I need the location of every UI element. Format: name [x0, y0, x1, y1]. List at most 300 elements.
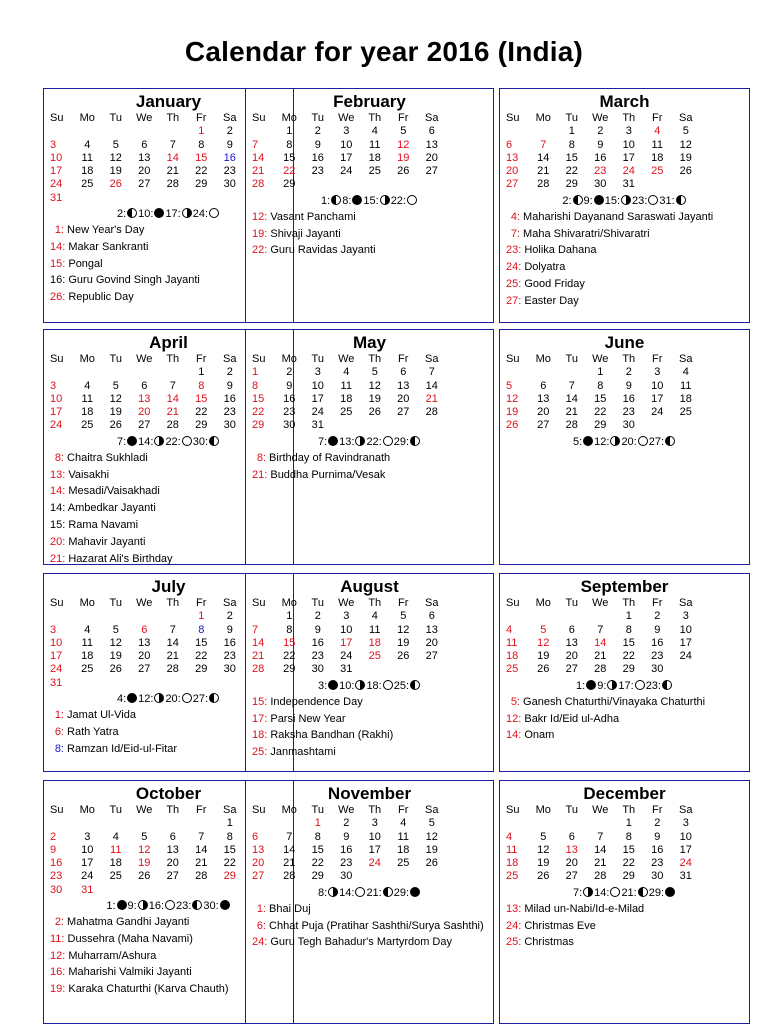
day-cell: 24 — [651, 406, 664, 419]
day-cell: 2 — [226, 125, 233, 138]
month-name: November — [327, 784, 412, 803]
weekday-label: Th — [622, 804, 636, 816]
weekday-label: We — [136, 804, 153, 816]
day-cell: 20 — [425, 151, 438, 164]
holiday-date: 25: — [506, 277, 522, 290]
weekday-label: Th — [622, 353, 636, 365]
moon-date: 14: — [138, 435, 154, 448]
day-cell: 31 — [50, 191, 63, 204]
day-cell: 30 — [283, 419, 296, 432]
day-cell: 30 — [223, 419, 236, 432]
day-cell: 22 — [283, 650, 296, 663]
day-cell: 26 — [397, 165, 410, 178]
day-cell: 2 — [314, 125, 321, 138]
moon-date: 1: — [321, 194, 331, 207]
day-cell: 3 — [682, 817, 689, 830]
weekday-label: Th — [166, 804, 180, 816]
new-moon-icon — [594, 195, 604, 205]
day-cell: 19 — [138, 857, 151, 870]
day-cell: 15 — [622, 843, 635, 856]
day-cell: 10 — [340, 138, 353, 151]
day-cell: 25 — [109, 870, 122, 883]
weekday-label: Tu — [109, 804, 122, 816]
day-cell: 30 — [622, 419, 635, 432]
moon-phases — [246, 435, 493, 450]
day-cell: 12 — [425, 830, 438, 843]
moon-date: 9: — [127, 900, 137, 913]
holiday-date: 16: — [50, 274, 66, 287]
holiday-date: 14: — [506, 729, 522, 742]
day-grid — [506, 112, 742, 192]
month-name: July — [151, 577, 186, 596]
weekday-label: Mo — [281, 804, 297, 816]
day-cell: 17 — [50, 406, 63, 419]
moon-date: 10: — [138, 208, 154, 221]
full-moon-icon — [610, 887, 620, 897]
day-cell: 9 — [50, 843, 57, 856]
day-cell: 24 — [81, 870, 94, 883]
moon-date: 14: — [594, 886, 610, 899]
holiday-item — [246, 209, 493, 226]
day-cell: 9 — [286, 379, 293, 392]
holiday-name: Hazarat Ali's Birthday — [65, 552, 173, 565]
day-cell: 5 — [428, 817, 435, 830]
holiday-date: 15: — [50, 518, 66, 531]
day-cell: 18 — [81, 406, 94, 419]
holiday-date: 20: — [50, 535, 66, 548]
first-quarter-moon-icon — [355, 680, 365, 690]
day-cell: 11 — [340, 379, 352, 392]
holiday-date: 24: — [252, 936, 268, 949]
day-cell: 3 — [654, 366, 661, 379]
day-cell: 20 — [397, 392, 410, 405]
holiday-date: 15: — [252, 695, 268, 708]
day-cell: 21 — [166, 406, 179, 419]
day-cell: 4 — [682, 366, 689, 379]
holiday-item — [500, 242, 749, 259]
day-cell: 28 — [425, 406, 438, 419]
holiday-name: Muharram/Ashura — [65, 949, 157, 962]
day-cell: 13 — [425, 138, 438, 151]
month-name: May — [352, 333, 387, 352]
month-december — [499, 780, 750, 1024]
holiday-date: 16: — [50, 966, 66, 979]
holiday-name: Mahavir Jayanti — [65, 535, 146, 548]
day-cell: 12 — [109, 636, 122, 649]
weekday-label: Tu — [311, 112, 324, 124]
day-cell: 16 — [311, 151, 324, 164]
day-cell: 24 — [340, 165, 353, 178]
day-cell: 9 — [226, 379, 233, 392]
moon-date: 9: — [583, 194, 593, 207]
day-cell: 10 — [368, 830, 381, 843]
holiday-name: Shivaji Jayanti — [267, 227, 341, 240]
new-moon-icon — [586, 680, 596, 690]
day-cell: 31 — [340, 663, 353, 676]
day-cell: 3 — [314, 366, 321, 379]
weekday-label: Mo — [535, 112, 551, 124]
holiday-date: 12: — [50, 949, 66, 962]
day-cell: 24 — [622, 165, 635, 178]
day-cell: 25 — [397, 857, 410, 870]
weekday-label: Sa — [425, 597, 439, 609]
day-cell: 31 — [622, 178, 635, 191]
day-cell: 29 — [283, 178, 296, 191]
holiday-name: Easter Day — [521, 294, 579, 307]
day-cell: 18 — [506, 650, 519, 663]
day-cell: 1 — [286, 610, 293, 623]
holiday-item — [246, 727, 493, 744]
day-cell: 18 — [81, 650, 94, 663]
month-name: October — [135, 784, 202, 803]
moon-date: 1: — [576, 679, 586, 692]
day-cell: 29 — [311, 870, 324, 883]
holiday-name: Vasant Panchami — [267, 210, 356, 223]
day-cell: 23 — [311, 650, 324, 663]
day-cell: 21 — [594, 650, 607, 663]
full-moon-icon — [182, 436, 192, 446]
holiday-date: 7: — [510, 227, 520, 240]
weekday-label: Fr — [652, 597, 663, 609]
weekday-label: Tu — [565, 112, 578, 124]
holiday-date: 23: — [506, 244, 522, 257]
weekday-label: Th — [622, 112, 636, 124]
weekday-label: We — [592, 353, 609, 365]
day-cell: 25 — [81, 178, 94, 191]
day-cell: 30 — [311, 663, 324, 676]
day-cell: 26 — [368, 406, 381, 419]
full-moon-icon — [165, 900, 175, 910]
day-cell: 16 — [651, 636, 664, 649]
full-moon-icon — [638, 436, 648, 446]
holiday-name: Birthday of Ravindranath — [266, 451, 391, 464]
day-cell: 30 — [50, 883, 63, 896]
day-cell: 22 — [311, 857, 324, 870]
moon-date: 18: — [366, 679, 382, 692]
day-grid — [506, 804, 742, 884]
weekday-label: Tu — [565, 804, 578, 816]
first-quarter-moon-icon — [138, 900, 148, 910]
day-cell: 9 — [226, 138, 233, 151]
day-cell: 9 — [314, 138, 321, 151]
day-cell: 19 — [506, 406, 519, 419]
day-cell: 5 — [371, 366, 378, 379]
last-quarter-moon-icon — [331, 195, 341, 205]
moon-date: 16: — [148, 900, 165, 913]
day-cell: 17 — [622, 151, 635, 164]
day-cell: 5 — [540, 830, 547, 843]
day-cell: 5 — [400, 125, 407, 138]
first-quarter-moon-icon — [182, 208, 192, 218]
day-cell: 24 — [679, 650, 692, 663]
weekday-label: Su — [506, 804, 520, 816]
day-cell: 12 — [109, 392, 122, 405]
day-cell: 18 — [397, 843, 410, 856]
holiday-item — [500, 727, 749, 744]
day-cell: 20 — [565, 857, 578, 870]
day-cell: 5 — [141, 830, 148, 843]
holiday-date: 24: — [506, 919, 522, 932]
day-cell: 22 — [565, 165, 578, 178]
moon-phases — [500, 435, 749, 450]
holiday-item — [246, 744, 493, 761]
day-cell: 20 — [425, 636, 438, 649]
day-cell: 1 — [597, 366, 604, 379]
day-cell: 13 — [397, 379, 410, 392]
moon-date: 1: — [106, 900, 116, 913]
day-cell: 28 — [166, 178, 179, 191]
weekday-label: Fr — [398, 804, 409, 816]
day-cell: 22 — [252, 406, 265, 419]
day-cell: 20 — [537, 406, 550, 419]
day-cell: 2 — [286, 366, 293, 379]
moon-date: 15: — [363, 194, 379, 207]
holiday-item — [246, 242, 493, 259]
holiday-name: Maharishi Valmiki Jayanti — [65, 966, 192, 979]
weekday-label: Fr — [196, 353, 207, 365]
holiday-name: Ganesh Chaturthi/Vinayaka Chaturthi — [520, 695, 706, 708]
day-cell: 15 — [622, 636, 635, 649]
day-cell: 6 — [540, 379, 547, 392]
day-cell: 4 — [84, 138, 91, 151]
month-name: August — [340, 577, 399, 596]
day-cell: 28 — [283, 870, 296, 883]
weekday-label: We — [338, 112, 355, 124]
day-cell: 18 — [109, 857, 122, 870]
moon-date: 8: — [317, 886, 328, 899]
weekday-label: Su — [252, 112, 266, 124]
day-cell: 12 — [537, 843, 550, 856]
moon-date: 25: — [393, 679, 410, 692]
weekday-label: Su — [506, 353, 520, 365]
day-cell: 18 — [679, 392, 692, 405]
moon-date: 2: — [116, 208, 127, 221]
holiday-name: Dussehra (Maha Navami) — [64, 932, 193, 945]
day-cell: 12 — [506, 392, 519, 405]
moon-date: 21: — [366, 886, 382, 899]
holiday-date: 1: — [54, 224, 64, 237]
weekday-label: We — [136, 112, 153, 124]
day-cell: 13 — [138, 151, 151, 164]
new-moon-icon — [127, 436, 137, 446]
weekday-label: Fr — [652, 112, 663, 124]
day-cell: 4 — [371, 125, 378, 138]
day-cell: 1 — [625, 610, 632, 623]
moon-date: 22: — [390, 194, 406, 207]
day-cell: 6 — [568, 623, 575, 636]
day-cell: 19 — [397, 636, 410, 649]
day-cell: 26 — [109, 419, 122, 432]
weekday-label: Th — [622, 597, 636, 609]
day-cell: 19 — [537, 857, 550, 870]
holiday-date: 1: — [256, 902, 266, 915]
day-cell: 3 — [50, 379, 57, 392]
day-cell: 9 — [654, 623, 661, 636]
day-cell: 5 — [540, 623, 547, 636]
holiday-date: 5: — [510, 695, 520, 708]
day-cell: 5 — [506, 379, 513, 392]
day-cell: 24 — [50, 663, 63, 676]
day-cell: 14 — [252, 151, 265, 164]
day-cell: 10 — [50, 392, 63, 405]
day-cell: 4 — [84, 623, 91, 636]
day-grid — [252, 353, 488, 433]
day-cell: 8 — [226, 830, 233, 843]
day-cell: 4 — [506, 623, 513, 636]
holiday-date: 17: — [252, 712, 268, 725]
day-cell: 23 — [594, 165, 607, 178]
day-cell: 28 — [166, 663, 179, 676]
day-cell: 13 — [425, 623, 438, 636]
weekday-label: Su — [506, 112, 520, 124]
day-cell: 25 — [81, 419, 94, 432]
page-title: Calendar for year 2016 (India) — [184, 36, 584, 67]
day-cell: 12 — [368, 379, 381, 392]
day-cell: 4 — [112, 830, 119, 843]
first-quarter-moon-icon — [380, 195, 390, 205]
month-name: April — [149, 333, 188, 352]
day-cell: 12 — [537, 636, 550, 649]
day-cell: 20 — [166, 857, 179, 870]
day-cell: 7 — [169, 138, 176, 151]
day-cell: 20 — [252, 857, 265, 870]
weekday-label: Th — [368, 112, 382, 124]
weekday-label: Th — [166, 597, 180, 609]
day-cell: 28 — [252, 178, 265, 191]
day-cell: 26 — [138, 870, 151, 883]
day-cell: 18 — [651, 151, 664, 164]
moon-date: 8: — [342, 194, 352, 207]
holiday-date: 24: — [506, 261, 522, 274]
weekday-label: Th — [368, 804, 382, 816]
day-cell: 31 — [50, 676, 63, 689]
day-cell: 6 — [428, 610, 435, 623]
day-cell: 14 — [283, 843, 296, 856]
day-cell: 21 — [166, 165, 179, 178]
day-cell: 17 — [340, 636, 353, 649]
full-moon-icon — [407, 195, 417, 205]
holiday-date: 27: — [506, 294, 522, 307]
day-cell: 10 — [50, 636, 63, 649]
day-cell: 20 — [506, 165, 519, 178]
day-cell: 6 — [141, 623, 148, 636]
holiday-date: 25: — [252, 746, 268, 759]
last-quarter-moon-icon — [662, 680, 672, 690]
day-cell: 25 — [81, 663, 94, 676]
month-may — [245, 329, 494, 565]
weekday-label: We — [338, 804, 355, 816]
holiday-name: Christmas — [521, 936, 574, 949]
moon-date: 17: — [165, 208, 181, 221]
holiday-name: Ambedkar Jayanti — [65, 502, 156, 515]
holiday-date: 13: — [506, 902, 522, 915]
day-cell: 17 — [368, 843, 381, 856]
day-cell: 14 — [565, 392, 578, 405]
day-cell: 14 — [425, 379, 438, 392]
day-cell: 11 — [369, 138, 381, 151]
day-cell: 3 — [84, 830, 91, 843]
new-moon-icon — [117, 900, 127, 910]
day-cell: 24 — [50, 419, 63, 432]
day-cell: 12 — [397, 138, 410, 151]
new-moon-icon — [328, 680, 338, 690]
holiday-item — [500, 901, 749, 918]
moon-date: 13: — [339, 435, 355, 448]
moon-phases — [246, 194, 493, 209]
day-cell: 21 — [565, 406, 578, 419]
month-february — [245, 88, 494, 323]
day-cell: 4 — [371, 610, 378, 623]
day-cell: 21 — [195, 857, 208, 870]
holiday-name: Ramzan Id/Eid-ul-Fitar — [64, 742, 178, 755]
holiday-name: Karaka Chaturthi (Karva Chauth) — [65, 983, 229, 996]
weekday-label: Tu — [311, 353, 324, 365]
moon-date: 10: — [339, 679, 355, 692]
holiday-item — [500, 293, 749, 310]
day-cell: 8 — [314, 830, 321, 843]
day-cell: 7 — [169, 623, 176, 636]
holiday-name: Pongal — [65, 257, 103, 270]
day-cell: 8 — [286, 623, 293, 636]
day-cell: 30 — [651, 663, 664, 676]
day-cell: 10 — [651, 379, 664, 392]
holiday-date: 22: — [252, 244, 268, 257]
weekday-label: We — [592, 597, 609, 609]
day-cell: 2 — [226, 610, 233, 623]
day-cell: 27 — [397, 406, 410, 419]
holiday-name: Mahatma Gandhi Jayanti — [64, 916, 190, 929]
day-cell: 15 — [311, 843, 324, 856]
holiday-name: Mesadi/Vaisakhadi — [65, 485, 160, 498]
last-quarter-moon-icon — [383, 887, 393, 897]
day-cell: 2 — [343, 817, 350, 830]
day-cell: 26 — [506, 419, 519, 432]
weekday-label: Tu — [311, 804, 324, 816]
weekday-label: We — [136, 353, 153, 365]
day-cell: 25 — [340, 406, 353, 419]
day-cell: 26 — [109, 178, 122, 191]
day-cell: 26 — [109, 663, 122, 676]
holiday-date: 21: — [252, 468, 268, 481]
day-cell: 1 — [198, 610, 205, 623]
weekday-label: Mo — [535, 804, 551, 816]
moon-date: 7: — [317, 435, 328, 448]
day-cell: 6 — [506, 138, 513, 151]
weekday-label: Su — [50, 353, 64, 365]
full-moon-icon — [209, 208, 219, 218]
first-quarter-moon-icon — [154, 436, 164, 446]
day-cell: 16 — [223, 636, 236, 649]
weekday-label: We — [592, 112, 609, 124]
day-cell: 5 — [682, 125, 689, 138]
full-moon-icon — [383, 680, 393, 690]
moon-date: 21: — [621, 886, 637, 899]
day-cell: 3 — [682, 610, 689, 623]
moon-date: 22: — [165, 435, 181, 448]
holiday-name: Bakr Id/Eid ul-Adha — [521, 712, 620, 725]
day-cell: 19 — [679, 151, 692, 164]
day-cell: 14 — [166, 151, 179, 164]
holiday-name: New Year's Day — [64, 224, 145, 237]
weekday-label: We — [592, 804, 609, 816]
day-cell: 13 — [252, 843, 265, 856]
day-cell: 28 — [537, 178, 550, 191]
month-march — [499, 88, 750, 323]
day-cell: 7 — [198, 830, 205, 843]
holiday-date: 14: — [50, 485, 66, 498]
day-cell: 9 — [597, 138, 604, 151]
moon-date: 29: — [393, 435, 410, 448]
